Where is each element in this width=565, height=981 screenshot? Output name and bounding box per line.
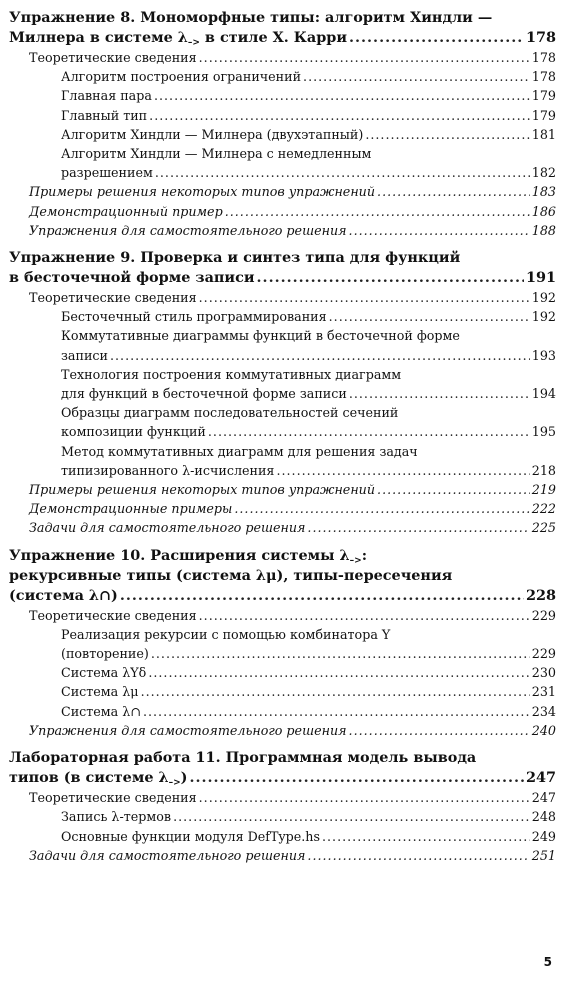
chapter-title-line: в бесточечной форме записи	[9, 269, 255, 287]
toc-entry[interactable]: Демонстрационные примеры ..... 222	[9, 499, 556, 518]
toc-entry[interactable]: Теоретические сведения ..... 192	[9, 288, 556, 307]
toc-entry[interactable]: Примеры решения некоторых типов упражнений ..... 183	[9, 182, 556, 201]
chapter-title-line: типов (в системе $\lambda_{->}$)	[9, 769, 188, 789]
chapter-heading	[9, 8, 556, 48]
toc-entry[interactable]: Метод коммутативных диаграмм для решения задач типизированного λ-исчисления ..... 218	[9, 442, 556, 480]
toc-section-exercise-8	[9, 8, 556, 240]
table-of-contents	[9, 8, 556, 873]
toc-entry[interactable]: Упражнения для самостоятельного решения ..... 240	[9, 721, 556, 740]
toc-entry[interactable]: Система λμ ..... 231	[9, 682, 556, 701]
chapter-heading	[9, 546, 556, 606]
leader-dots	[189, 768, 524, 788]
toc-entry[interactable]: Алгоритм построения ограничений ..... 178	[9, 67, 556, 86]
toc-entry[interactable]: Запись λ-термов ..... 248	[9, 807, 556, 826]
toc-entry[interactable]: Реализация рекурсии с помощью комбинатора Y (повторение) ..... 229	[9, 625, 556, 663]
chapter-heading	[9, 248, 556, 288]
toc-entry[interactable]: Теоретические сведения ..... 178	[9, 48, 556, 67]
toc-section-lab-11	[9, 748, 556, 865]
page-ref[interactable]: 178	[525, 29, 556, 46]
toc-entry[interactable]: Упражнения для самостоятельного решения ..... 188	[9, 221, 556, 240]
leader-dots	[257, 268, 524, 288]
toc-entry[interactable]: Теоретические сведения ..... 247	[9, 788, 556, 807]
toc-entry[interactable]: Бесточечный стиль программирования ..... 192	[9, 307, 556, 326]
toc-entry[interactable]: Задачи для самостоятельного решения ..... 251	[9, 846, 556, 865]
toc-entry[interactable]: Примеры решения некоторых типов упражнений ..... 219	[9, 480, 556, 499]
toc-entry[interactable]: Теоретические сведения ..... 229	[9, 606, 556, 625]
toc-entry[interactable]: Коммутативные диаграммы функций в бесточечной форме записи ..... 193	[9, 326, 556, 364]
leader-dots	[120, 586, 524, 606]
chapter-title-line: (система λ∩)	[9, 586, 118, 604]
page-ref[interactable]: 247	[525, 769, 556, 787]
chapter-title-line: рекурсивные типы (система λμ), типы-пересечения	[9, 566, 453, 584]
page-number: 5	[543, 955, 552, 969]
toc-section-exercise-10	[9, 546, 556, 740]
page-ref[interactable]: 191	[525, 269, 556, 287]
chapter-title-line: Упражнение 9. Проверка и синтез типа для функций	[9, 249, 461, 267]
chapter-title-line: Лабораторная работа 11. Программная модель вывода	[9, 749, 477, 767]
toc-entry[interactable]: Технология построения коммутативных диаграмм для функций в бесточечной форме записи ..... 194	[9, 365, 556, 403]
toc-entry[interactable]: Задачи для самостоятельного решения ..... 225	[9, 518, 556, 537]
toc-entry[interactable]: Алгоритм Хиндли — Милнера (двухэтапный) ..... 181	[9, 125, 556, 144]
chapter-title-line: Упражнение 8. Мономорфные типы: алгоритм Хиндли —	[9, 9, 493, 26]
toc-entry[interactable]: Алгоритм Хиндли — Милнера с немедленным разрешением ..... 182	[9, 144, 556, 182]
toc-entry[interactable]: Основные функции модуля DefType.hs ..... 249	[9, 827, 556, 846]
chapter-title-line: Упражнение 10. Расширения системы $\lambda_{->}$:	[9, 546, 368, 566]
leader-dots	[349, 28, 524, 48]
toc-entry[interactable]: Система λYδ ..... 230	[9, 663, 556, 682]
toc-entry[interactable]: Главная пара ..... 179	[9, 86, 556, 105]
toc-entry[interactable]: Демонстрационный пример ..... 186	[9, 202, 556, 221]
chapter-title-line: Милнера в системе $\lambda_{->}$ в стиле Х. Карри	[9, 29, 348, 48]
toc-entry[interactable]: Система λ∩ ..... 234	[9, 702, 556, 721]
toc-entry[interactable]: Образцы диаграмм последовательностей сечений композиции функций ..... 195	[9, 403, 556, 441]
page-ref[interactable]: 228	[525, 586, 556, 604]
toc-section-exercise-9	[9, 248, 556, 538]
chapter-heading	[9, 748, 556, 788]
toc-entry[interactable]: Главный тип ..... 179	[9, 106, 556, 125]
